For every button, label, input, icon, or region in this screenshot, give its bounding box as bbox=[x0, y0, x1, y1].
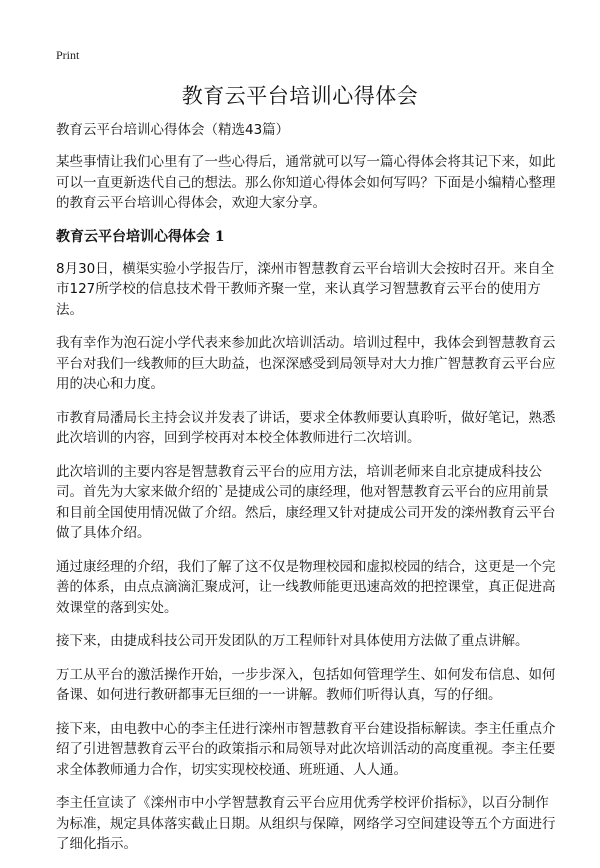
print-link[interactable]: Print bbox=[56, 48, 80, 62]
intro-paragraph: 某些事情让我们心里有了一些心得后，通常就可以写一篇心得体会将其记下来，如此可以一直更新迭代自己的想法。那么你知道心得体会如何写吗？下面是小编精心整理的教育云平台培训心得体会，欢迎大家分享。 bbox=[56, 154, 556, 211]
body-paragraph: 市教育局潘局长主持会议并发表了讲话，要求全体教师要认真聆听，做好笔记，熟悉此次培训的内容，回到学校再对本校全体教师进行二次培训。 bbox=[56, 409, 556, 446]
body-paragraph: 万工从平台的激活操作开始，一步步深入，包括如何管理学生、如何发布信息、如何备课、如何进行教研都事无巨细的一一讲解。教师们听得认真，写的仔细。 bbox=[56, 666, 556, 703]
document-body bbox=[56, 120, 556, 868]
body-paragraph: 我有幸作为泡石淀小学代表来参加此次培训活动。培训过程中，我体会到智慧教育云平台对我们一线教师的巨大助益，也深深感受到局领导对大力推广智慧教育云平台应用的决心和力度。 bbox=[56, 335, 556, 392]
body-paragraph: 8月30日，横渠实验小学报告厅，滦州市智慧教育云平台培训大会按时召开。来自全市127所学校的信息技术骨干教师齐聚一堂，来认真学习智慧教育云平台的使用方法。 bbox=[56, 260, 555, 318]
page-title: 教育云平台培训心得体会 bbox=[181, 84, 419, 108]
document-subtitle: 教育云平台培训心得体会（精选43篇） bbox=[56, 122, 290, 138]
section-heading: 教育云平台培训心得体会 1 bbox=[56, 228, 225, 245]
body-paragraph: 通过康经理的介绍，我们了解了这不仅是物理校园和虚拟校园的结合，这更是一个完善的体系，由点点滴滴汇聚成河，让一线教师能更迅速高效的把控课堂，真正促进高效课堂的落到实处。 bbox=[56, 558, 556, 616]
body-paragraph: 李主任宣读了《滦州市中小学智慧教育云平台应用优秀学校评价指标》，以百分制作为标准，规定具体落实截止日期。从组织与保障，网络学习空间建设等五个方面进行了细化指示。 bbox=[56, 795, 556, 852]
body-paragraph: 接下来，由捷成科技公司开发团队的万工程师针对具体使用方法做了重点讲解。 bbox=[56, 633, 529, 649]
body-paragraph: 此次培训的主要内容是智慧教育云平台的应用方法，培训老师来自北京捷成科技公司。首先为大家来做介绍的`是捷成公司的康经理，他对智慧教育云平台的应用前景和目前全国使用情况做了介绍。然后，康经理又针对捷成公司开发的滦州教育云平台做了具体介绍。 bbox=[56, 463, 556, 541]
body-paragraph: 接下来，由电教中心的李主任进行滦州市智慧教育平台建设指标解读。李主任重点介绍了引进智慧教育云平台的政策指示和局领导对此次培训活动的高度重视。李主任要求全体教师通力合作，切实实现校校通、班班通、人人通。 bbox=[56, 720, 556, 778]
